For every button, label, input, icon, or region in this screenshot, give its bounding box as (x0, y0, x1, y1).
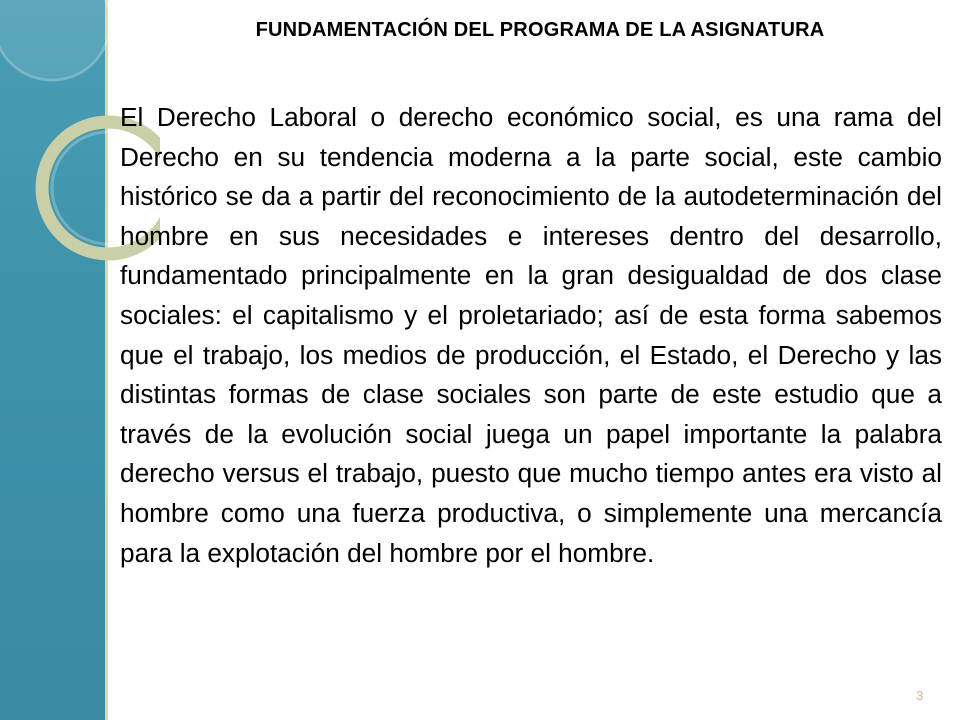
body-paragraph: El Derecho Laboral o derecho económico social, es una rama del Derecho en su tendencia moderna a la parte social, este cambio histórico se da a partir del reconocimiento de la autodeterminación del hombre en sus necesidades e intereses dentro del desarrollo, fundamentado principalmente en la gran desigualdad de dos clase sociales: el capitalismo y el proletariado; así de esta forma sabemos que el trabajo, los medios de producción, el Estado, el Derecho y las distintas formas de clase sociales son parte de este estudio que a través de la evolución social juega un papel importante la palabra derecho versus el trabajo, puesto que mucho tiempo antes era visto al hombre como una fuerza productiva, o simplemente una mercancía para la explotación del hombre por el hombre. (120, 102, 942, 568)
page-number: 3 (916, 688, 924, 703)
slide-title: FUNDAMENTACIÓN DEL PROGRAMA DE LA ASIGNATURA (255, 19, 825, 41)
